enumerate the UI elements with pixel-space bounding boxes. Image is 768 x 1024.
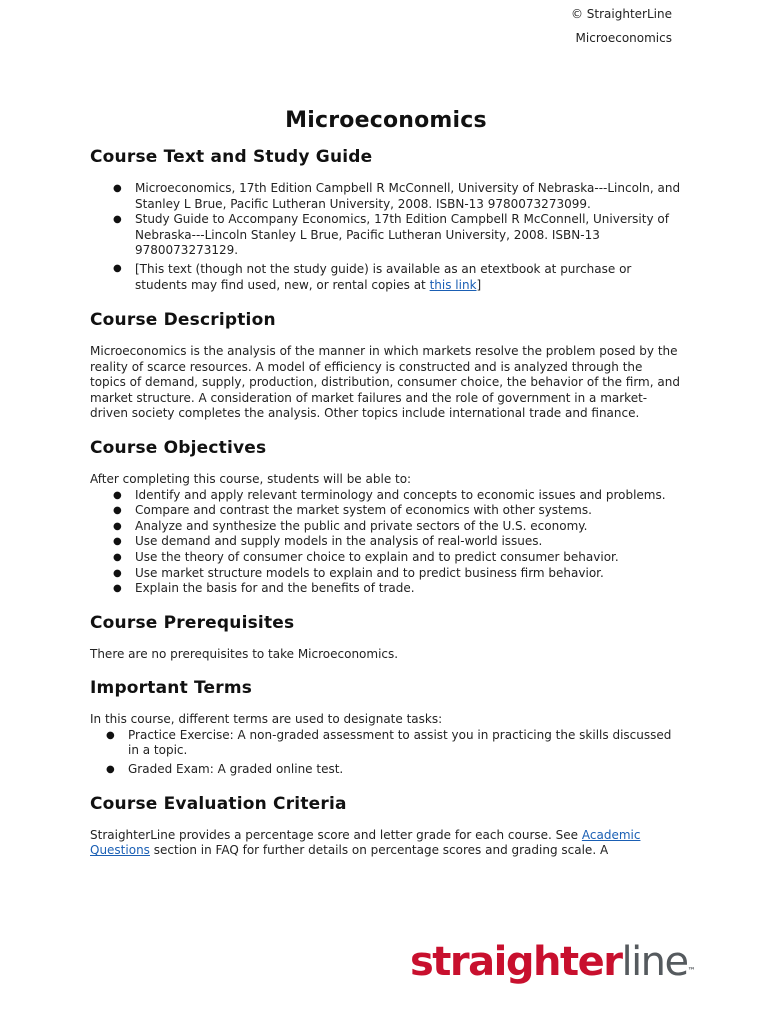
section-evaluation-criteria [90,794,682,859]
bullet-icon: ● [106,729,115,741]
section-heading-evaluation: Course Evaluation Criteria [90,793,347,814]
bullet-icon: ● [113,183,122,194]
list-item: ● Identify and apply relevant terminology and concepts to economic issues and problems. [113,487,666,502]
list-item: ● Study Guide to Accompany Economics, 17th Edition Campbell R McConnell, University of Nebraska---Lincoln Stanley L Brue, Pacific Lutheran University, 2008. ISBN-13 9780073273129. [113,212,669,258]
section-heading-course-text: Course Text and Study Guide [90,147,373,167]
section-heading-prerequisites: Course Prerequisites [90,612,295,633]
bullet-icon: ● [113,214,122,226]
bullet-icon: ● [113,262,122,274]
description-paragraph: Microeconomics is the analysis of the manner in which markets resolve the problem posed by the reality of scarce resources. A model of efficiency is constructed and is analyzed through the topics of demand, supply, production, distribution, consumer choice, the behavior of the firm, and market structure. A consideration of market failures and the role of government in a market-driven society completes the analysis. Other topics include international trade and finance. [90,343,680,421]
trademark-icon: ™ [687,966,696,975]
bullet-icon: ● [113,583,122,595]
terms-list [90,728,682,778]
list-item: ● Use demand and supply models in the analysis of real-world issues. [113,534,543,549]
bullet-icon: ● [113,551,122,563]
academic-questions-link[interactable]: Academic Questions [90,827,641,858]
header-course-name: Microeconomics [575,31,672,45]
list-item: ● Explain the basis for and the benefits of trade. [113,581,415,596]
list-item: ● Use the theory of consumer choice to explain and to predict consumer behavior. [113,549,619,564]
logo-text-straighter: straighter [410,939,622,985]
section-important-terms [90,678,682,777]
terms-intro: In this course, different terms are used to designate tasks: [90,712,443,727]
bullet-icon: ● [113,520,122,532]
list-item: ● [This text (though not the study guide) is available as an etextbook at purchase or students may find used, new, or rental copies at this link] [113,261,632,293]
list-item: ● Graded Exam: A graded online test. [106,762,344,777]
list-item: ● Microeconomics, 17th Edition Campbell R McConnell, University of Nebraska---Lincoln, and Stanley L Brue, Pacific Lutheran University, 2008. ISBN-13 9780073273099. [113,181,681,211]
header-copyright: © StraighterLine [570,7,672,21]
prerequisites-paragraph: There are no prerequisites to take Microeconomics. [90,646,399,661]
objectives-list [90,488,682,597]
list-item: ● Analyze and synthesize the public and private sectors of the U.S. economy. [113,518,588,533]
page-title: Microeconomics [285,108,487,133]
section-course-objectives [90,438,682,597]
course-text-list [90,181,682,294]
logo-text-line: line [621,939,688,985]
straighterline-logo [410,938,696,995]
section-course-description [90,310,682,422]
section-heading-description: Course Description [90,309,276,330]
list-item: ● Practice Exercise: A non-graded assessment to assist you in practicing the skills discussed in a topic. [106,727,672,758]
section-heading-terms: Important Terms [90,678,253,699]
section-heading-objectives: Course Objectives [90,437,267,458]
bullet-icon: ● [113,489,122,501]
etextbook-link[interactable]: this link [429,278,477,293]
list-item: ● Use market structure models to explain and to predict business firm behavior. [113,565,604,580]
bullet-icon: ● [106,764,115,776]
section-course-prerequisites [90,613,682,663]
section-course-text [90,147,682,294]
list-item: ● Compare and contrast the market system of economics with other systems. [113,503,592,518]
bullet-icon: ● [113,536,122,548]
bullet-icon: ● [113,567,122,579]
bullet-icon: ● [113,505,122,517]
evaluation-paragraph: StraighterLine provides a percentage score and letter grade for each course. See Academic Questions section in FAQ for further details on percentage scores and grading scale. A [90,827,641,858]
objectives-intro: After completing this course, students will be able to: [90,471,412,486]
document-body [90,108,682,859]
